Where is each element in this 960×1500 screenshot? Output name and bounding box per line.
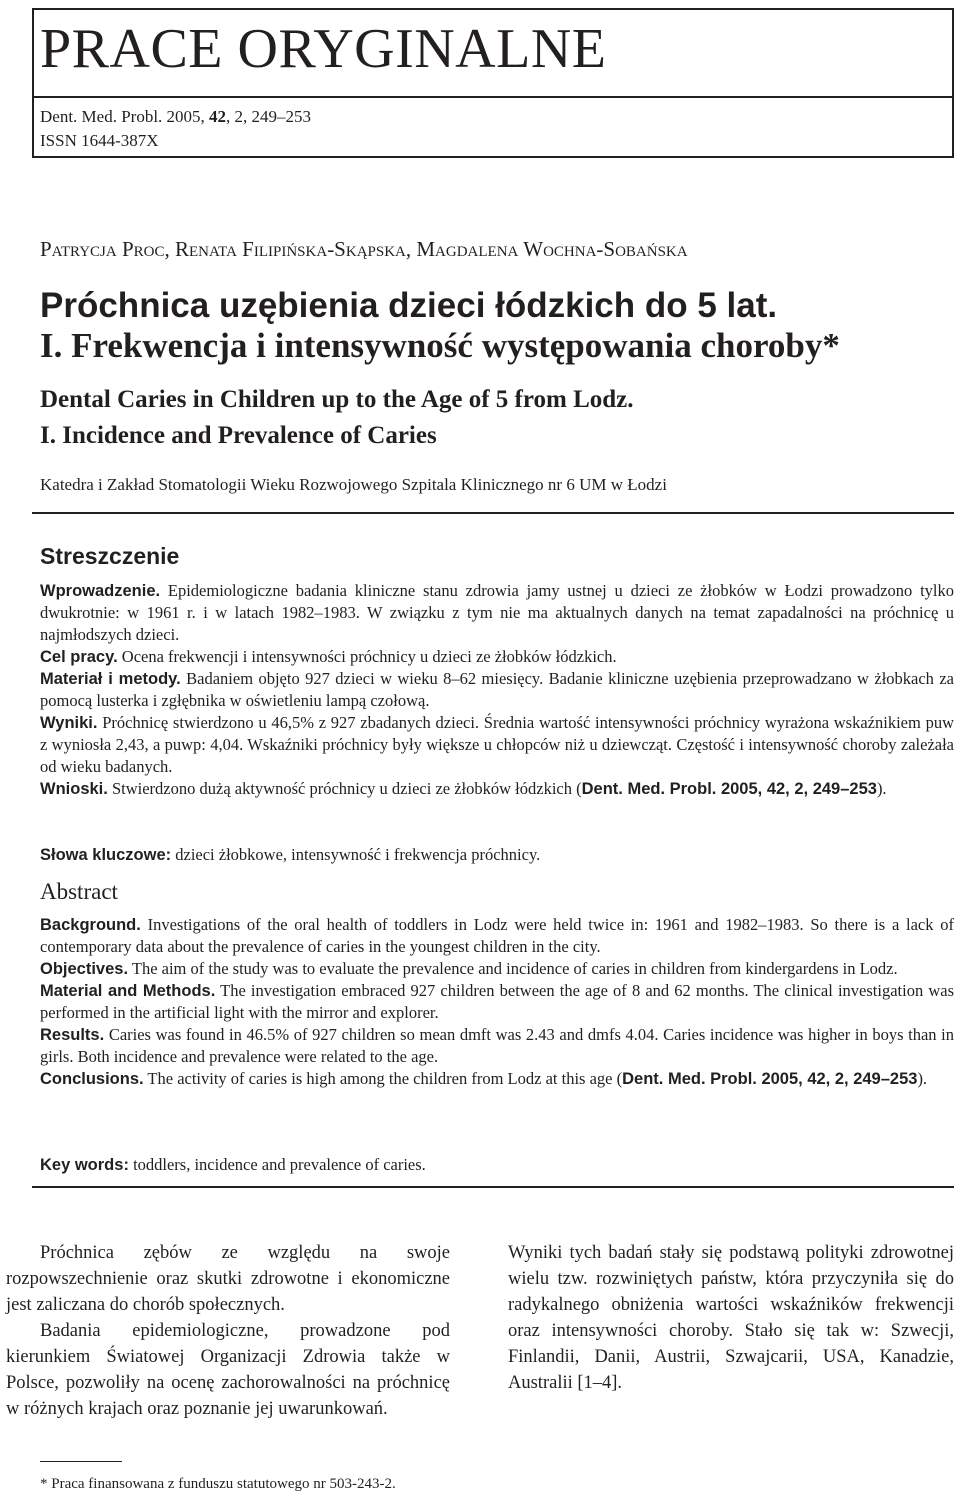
title-polish-line-1: Próchnica uzębienia dzieci łódzkich do 5 lat.	[40, 286, 778, 325]
journal-citation: Dent. Med. Probl. 2005, 42, 2, 249–253	[40, 107, 312, 126]
title-polish-line-2: I. Frekwencja i intensywność występowania choroby*	[40, 326, 840, 365]
abstract-results: Results. Caries was found in 46.5% of 927 children so mean dmft was 2.43 and dmfs 4.04. Caries incidence was higher in boys than in girls. Both incidence and prevalence were related to the age.	[40, 1025, 954, 1066]
abstract-conclusions: Conclusions. The activity of caries is high among the children from Lodz at this age (Dent. Med. Probl. 2005, 42, 2, 249–253).	[40, 1069, 928, 1088]
body-paragraph-3: Wyniki tych badań stały się podstawą polityki zdrowotnej wielu tzw. rozwiniętych państw, która przyczyniła się do radykalnego obniżenia wartości wskaźników frekwencji oraz intensywności choroby. Stało się tak w: Szwecji, Finlandii, Danii, Austrii, Szwajcarii, USA, Kanadzie, Australii [1–4].	[508, 1243, 954, 1393]
title-english-line-1: Dental Caries in Children up to the Age of 5 from Lodz.	[40, 386, 634, 413]
abstract-heading: Abstract	[40, 879, 118, 904]
abstract-keywords: Key words: toddlers, incidence and prevalence of caries.	[40, 1155, 426, 1174]
streszczenie-cel: Cel pracy. Ocena frekwencji i intensywności próchnicy u dzieci ze żłobków łódzkich.	[40, 647, 617, 666]
streszczenie-body	[40, 580, 954, 800]
streszczenie-wprowadzenie: Wprowadzenie. Epidemiologiczne badania kliniczne stanu zdrowia jamy ustnej u dzieci ze żłobków w Łodzi prowadzono tylko dwukrotnie: w 1961 r. i w latach 1982–1983. W związku z tym nie ma aktualnych danych na temat zapadalności na próchnicę u najmłodszych dzieci.	[40, 581, 954, 644]
footnote-rule	[40, 1461, 122, 1462]
streszczenie-keywords: Słowa kluczowe: dzieci żłobkowe, intensywność i frekwencja próchnicy.	[40, 845, 541, 864]
body-paragraph-2: Badania epidemiologiczne, prowadzone pod kierunkiem Światowej Organizacji Zdrowia także w Polsce, pozwoliły na ocenę zachorowalności na próchnicę w różnych krajach oraz poznanie jej uwarunkowań.	[6, 1321, 450, 1419]
section-title: PRACE ORYGINALNE	[40, 18, 607, 80]
body-column-left	[6, 1240, 450, 1422]
abstract-background: Background. Investigations of the oral health of toddlers in Lodz were held twice in: 1961 and 1982–1983. So there is a lack of contemporary data about the prevalence of caries in the youngest children in the city.	[40, 915, 954, 956]
abstract-body	[40, 914, 954, 1090]
abstract-objectives: Objectives. The aim of the study was to evaluate the prevalence and incidence of caries in children from kindergardens in Lodz.	[40, 959, 898, 978]
title-english-line-2: I. Incidence and Prevalence of Caries	[40, 422, 437, 449]
rule-bottom	[32, 1186, 954, 1188]
streszczenie-material: Materiał i metody. Badaniem objęto 927 dzieci w wieku 8–62 miesięcy. Badanie kliniczne uzębienia przeprowadzano w żłobkach za pomocą lusterka i zgłębnika w oświetleniu lampą czołową.	[40, 669, 954, 710]
issn: ISSN 1644-387X	[40, 131, 159, 150]
affiliation: Katedra i Zakład Stomatologii Wieku Rozwojowego Szpitala Klinicznego nr 6 UM w Łodzi	[40, 475, 667, 494]
footnote: * Praca finansowana z funduszu statutowego nr 503-243-2.	[40, 1476, 396, 1492]
header-divider	[32, 96, 954, 98]
authors: Patrycja Proc, Renata Filipińska-Skąpska, Magdalena Wochna-Sobańska	[40, 237, 688, 261]
abstract-methods: Material and Methods. The investigation embraced 927 children between the age of 8 and 62 months. The clinical investigation was performed in the artificial light with the mirror and explorer.	[40, 981, 954, 1022]
streszczenie-heading: Streszczenie	[40, 543, 180, 569]
rule-top	[32, 512, 954, 514]
streszczenie-wnioski: Wnioski. Stwierdzono dużą aktywność próchnicy u dzieci ze żłobków łódzkich (Dent. Med. Probl. 2005, 42, 2, 249–253).	[40, 779, 887, 798]
body-paragraph-1: Próchnica zębów ze względu na swoje rozpowszechnienie oraz skutki zdrowotne i ekonomiczne jest zaliczana do chorób społecznych.	[6, 1243, 450, 1315]
body-column-right	[508, 1240, 954, 1396]
streszczenie-wyniki: Wyniki. Próchnicę stwierdzono u 46,5% z 927 zbadanych dzieci. Średnia wartość intensywności próchnicy wyrażona wskaźnikiem puw z wyniosła 2,43, a puwp: 4,04. Wskaźniki próchnicy były większe u chłopców niż u dziewcząt. Częstość i intensywność choroby zależała od wieku badanych.	[40, 713, 954, 776]
